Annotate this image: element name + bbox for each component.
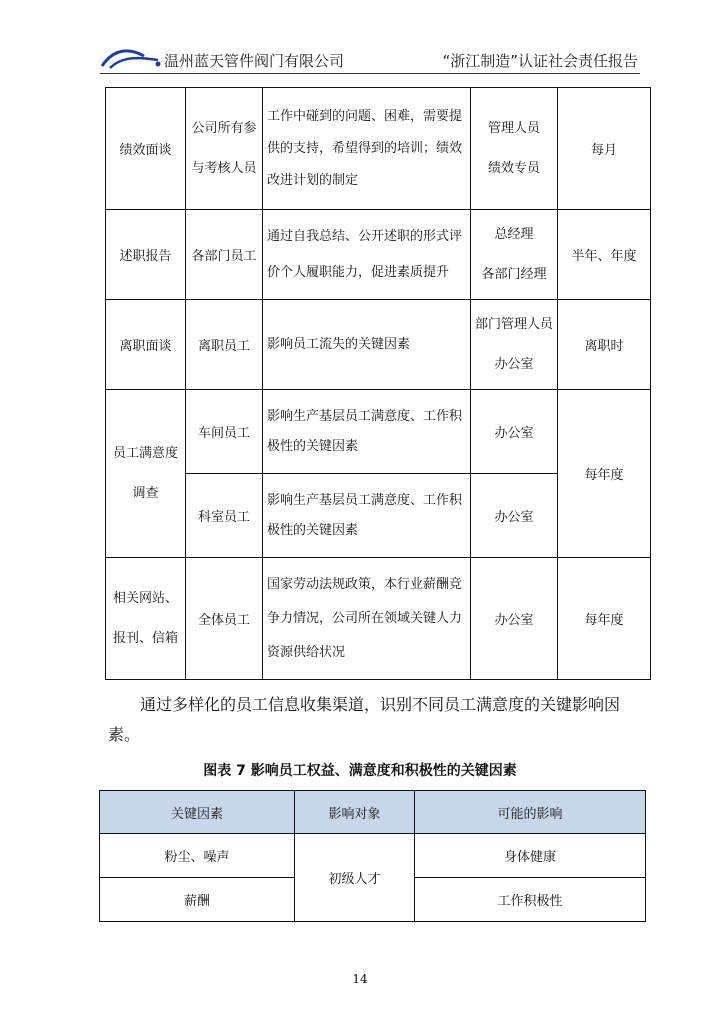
owner-cell: 办公室 — [471, 390, 558, 474]
table-row — [100, 834, 646, 878]
frequency-cell: 半年、年度 — [558, 210, 651, 300]
method-cell — [106, 390, 186, 558]
owner-line: 办公室 — [494, 356, 534, 372]
target-cell: 科室员工 — [186, 474, 263, 558]
company-name: 温州蓝天管件阀门有限公司 — [164, 52, 345, 70]
content-cell: 通过自我总结、公开述职的形式评价个人履职能力，促进素质提升 — [263, 210, 471, 300]
frequency-cell: 离职时 — [558, 300, 651, 390]
target-cell: 全体员工 — [186, 558, 263, 680]
table-row — [106, 300, 651, 390]
frequency-cell: 每年度 — [558, 558, 651, 680]
content-cell: 工作中碰到的问题、困难，需要提供的支持，希望得到的培训；绩效改进计划的制定 — [263, 88, 471, 210]
owner-cell — [471, 88, 558, 210]
factor-cell: 粉尘、噪声 — [100, 834, 295, 878]
page-number: 14 — [352, 972, 368, 986]
target-cell: 各部门员工 — [186, 210, 263, 300]
column-header: 可能的影响 — [415, 791, 646, 834]
page-header — [100, 40, 640, 72]
target-line: 公司所有参 — [191, 120, 257, 136]
communication-channels-table — [105, 87, 651, 680]
content-cell: 国家劳动法规政策，本行业薪酬竞争力情况，公司所在领域关键人力资源供给状况 — [263, 558, 471, 680]
table-caption: 图表 7 影响员工权益、满意度和积极性的关键因素 — [203, 763, 517, 779]
frequency-cell: 每月 — [558, 88, 651, 210]
target-cell: 离职员工 — [186, 300, 263, 390]
frequency-cell: 每年度 — [558, 390, 651, 558]
method-cell: 绩效面谈 — [106, 88, 186, 210]
table-header-row — [100, 791, 646, 834]
content-cell: 影响员工流失的关键因素 — [263, 300, 471, 390]
owner-line: 总经理 — [494, 226, 534, 242]
table-row — [106, 88, 651, 210]
table-row — [106, 390, 651, 474]
method-line: 相关网站、 — [112, 590, 178, 606]
key-factors-table — [99, 790, 646, 922]
target-cell: 车间员工 — [186, 390, 263, 474]
method-cell — [106, 558, 186, 680]
target-cell — [186, 88, 263, 210]
method-line: 员工满意度 — [112, 445, 178, 461]
content-cell: 影响生产基层员工满意度、工作积极性的关键因素 — [263, 474, 471, 558]
content-cell: 影响生产基层员工满意度、工作积极性的关键因素 — [263, 390, 471, 474]
impact-cell: 工作积极性 — [415, 878, 646, 922]
owner-cell — [471, 300, 558, 390]
header-divider — [100, 73, 640, 74]
owner-line: 各部门经理 — [481, 266, 547, 282]
target-line: 与考核人员 — [191, 160, 257, 176]
company-logo — [100, 46, 162, 70]
owner-cell — [471, 210, 558, 300]
table-row — [106, 210, 651, 300]
method-line: 报刊、信箱 — [112, 630, 178, 646]
method-cell: 离职面谈 — [106, 300, 186, 390]
factor-cell: 薪酬 — [100, 878, 295, 922]
report-title: “浙江制造”认证社会责任报告 — [442, 52, 638, 70]
column-header: 影响对象 — [295, 791, 415, 834]
owner-line: 管理人员 — [487, 120, 540, 136]
method-line: 调查 — [132, 485, 159, 501]
owner-cell: 办公室 — [471, 558, 558, 680]
body-paragraph: 通过多样化的员工信息收集渠道，识别不同员工满意度的关键影响因素。 — [108, 695, 621, 744]
owner-line: 部门管理人员 — [474, 316, 553, 332]
owner-line: 绩效专员 — [487, 160, 540, 176]
impact-cell: 身体健康 — [415, 834, 646, 878]
target-cell: 初级人才 — [295, 834, 415, 922]
method-cell: 述职报告 — [106, 210, 186, 300]
table-row — [106, 558, 651, 680]
column-header: 关键因素 — [100, 791, 295, 834]
owner-cell: 办公室 — [471, 474, 558, 558]
